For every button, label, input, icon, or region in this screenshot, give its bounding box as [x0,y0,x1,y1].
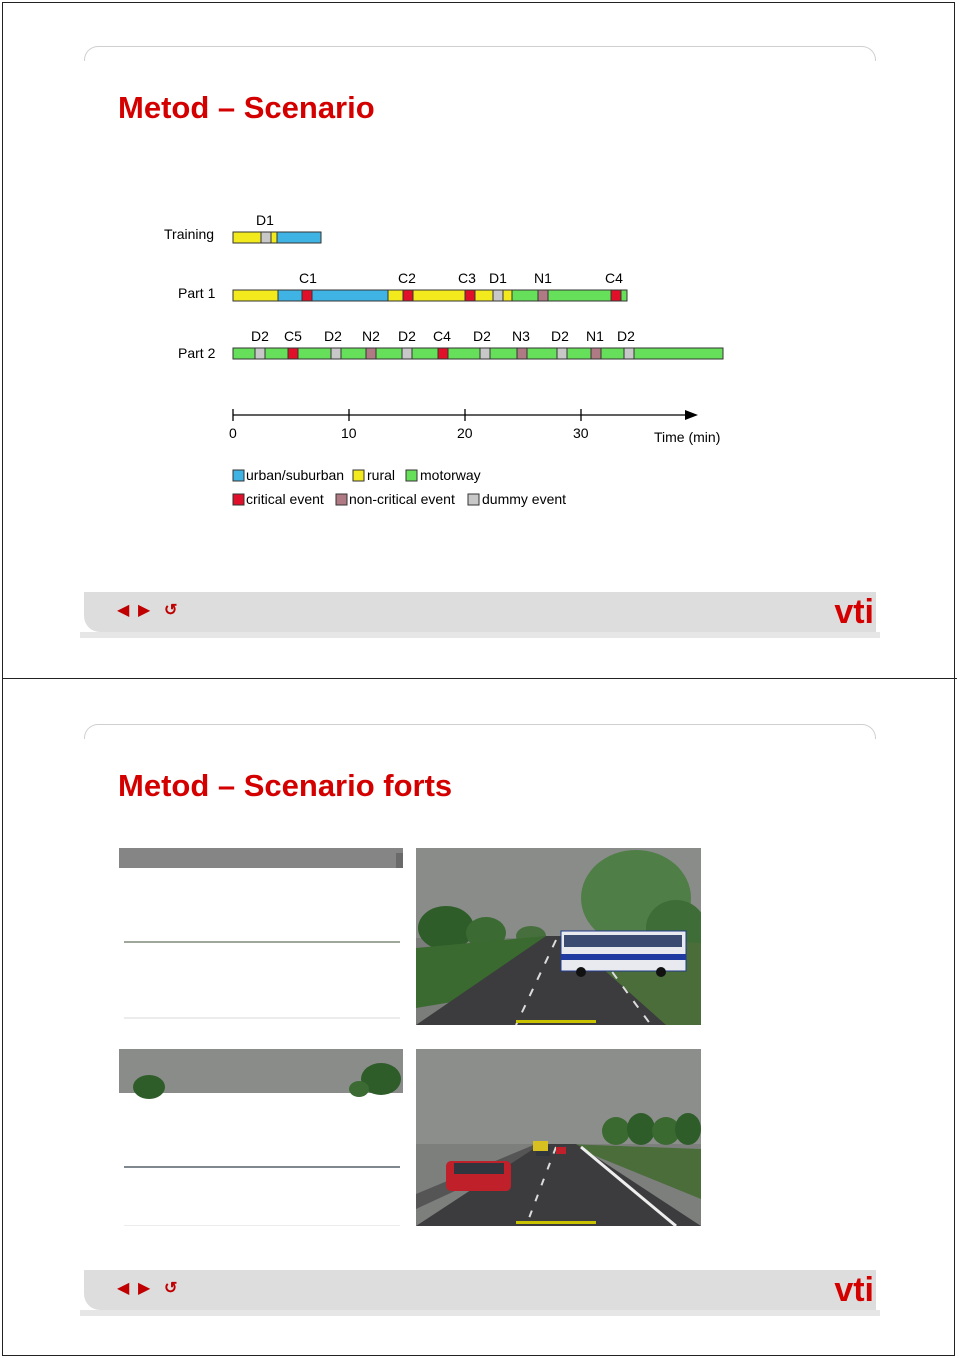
event-critical [438,348,448,359]
segment-motorway [548,290,611,301]
slide-footer [80,1270,880,1317]
part2-bar [233,348,723,359]
segment-motorway [512,290,538,301]
event-noncritical [517,348,527,359]
event-dummy [261,232,271,243]
motorway-scene [416,1049,701,1226]
event-critical [611,290,621,301]
legend-swatch-rural [353,470,364,481]
event-label: D1 [256,212,274,228]
training-bar [233,232,321,243]
slide-frame-top [84,724,876,739]
legend-label: dummy event [482,491,567,507]
simulator-photo-1 [119,848,403,1025]
event-dummy [255,348,265,359]
next-slide-icon[interactable]: ▶ [138,1280,151,1297]
event-label: C3 [458,270,476,286]
bus-scene [416,848,701,1025]
vti-logo: vti [834,1271,874,1309]
event-label: C5 [284,328,302,344]
legend-label: non-critical event [349,491,455,507]
legend-swatch-motorway [406,470,417,481]
legend-swatch-urban [233,470,244,481]
footer-line [80,1310,880,1316]
prev-slide-icon[interactable]: ◀ [117,1280,130,1297]
simulator-photo-bus [416,848,701,1025]
legend-swatch-dummy [468,494,479,505]
event-label: C4 [433,328,451,344]
legend-swatch-noncritical [336,494,347,505]
legend-label: motorway [420,467,481,483]
page-divider [2,678,957,679]
segment-rural [388,290,403,301]
prev-slide-icon[interactable]: ◀ [117,602,130,619]
event-dummy [331,348,341,359]
segment-motorway [621,290,627,301]
legend [233,467,566,507]
legend-swatch-critical [233,494,244,505]
segment-rural [233,290,278,301]
axis-tick-label: 10 [341,425,357,441]
slide-title: Metod – Scenario forts [118,768,453,803]
event-label: D1 [489,270,507,286]
vti-logo: vti [834,593,874,631]
axis-tick-label: 20 [457,425,473,441]
segment-motorway [233,348,723,359]
legend-label: urban/suburban [246,467,345,483]
event-label: C4 [605,270,623,286]
return-icon[interactable]: ↺ [164,602,178,619]
slide-1 [80,46,876,646]
event-noncritical [591,348,601,359]
event-critical [288,348,298,359]
event-dummy [402,348,412,359]
segment-rural [233,232,261,243]
row-label-training: Training [164,226,215,242]
segment-rural [271,232,277,243]
slide-2 [80,724,876,1324]
segment-urban [278,290,302,301]
axis-arrow [685,410,698,420]
slide-frame-top [84,46,876,61]
time-axis [229,409,720,445]
photo-placeholder [119,1049,403,1226]
event-dummy [557,348,567,359]
event-noncritical [538,290,548,301]
footer-bar [84,1270,876,1310]
event-label: D2 [617,328,635,344]
simulator-photo-motorway [416,1049,701,1226]
event-label: D2 [473,328,491,344]
row-label-part1: Part 1 [178,285,216,301]
event-label: N1 [534,270,552,286]
axis-tick-label: 30 [573,425,589,441]
event-noncritical [366,348,376,359]
axis-label: Time (min) [654,429,721,445]
event-label: D2 [551,328,569,344]
simulator-photo-3 [119,1049,403,1226]
event-label: N1 [586,328,604,344]
segment-rural [475,290,493,301]
event-label: D2 [324,328,342,344]
event-label: N2 [362,328,380,344]
event-label: N3 [512,328,530,344]
footer-line [80,632,880,638]
next-slide-icon[interactable]: ▶ [138,602,151,619]
event-dummy [480,348,490,359]
photo-placeholder [119,848,403,1025]
event-critical [465,290,475,301]
legend-label: critical event [246,491,324,507]
segment-rural [503,290,512,301]
slide-title: Metod – Scenario [118,90,375,125]
row-label-part2: Part 2 [178,345,216,361]
event-label: C2 [398,270,416,286]
part1-bar [233,290,627,301]
event-critical [302,290,312,301]
event-label: D2 [251,328,269,344]
footer-bar [84,592,876,632]
event-label: D2 [398,328,416,344]
axis-tick-label: 0 [229,425,237,441]
segment-urban [277,232,321,243]
event-dummy [493,290,503,301]
event-critical [403,290,413,301]
event-dummy [624,348,634,359]
scenario-diagram [80,196,876,556]
event-label: C1 [299,270,317,286]
slide-footer [80,592,880,639]
segment-urban [312,290,388,301]
return-icon[interactable]: ↺ [164,1280,178,1297]
legend-label: rural [367,467,396,483]
segment-rural [413,290,465,301]
